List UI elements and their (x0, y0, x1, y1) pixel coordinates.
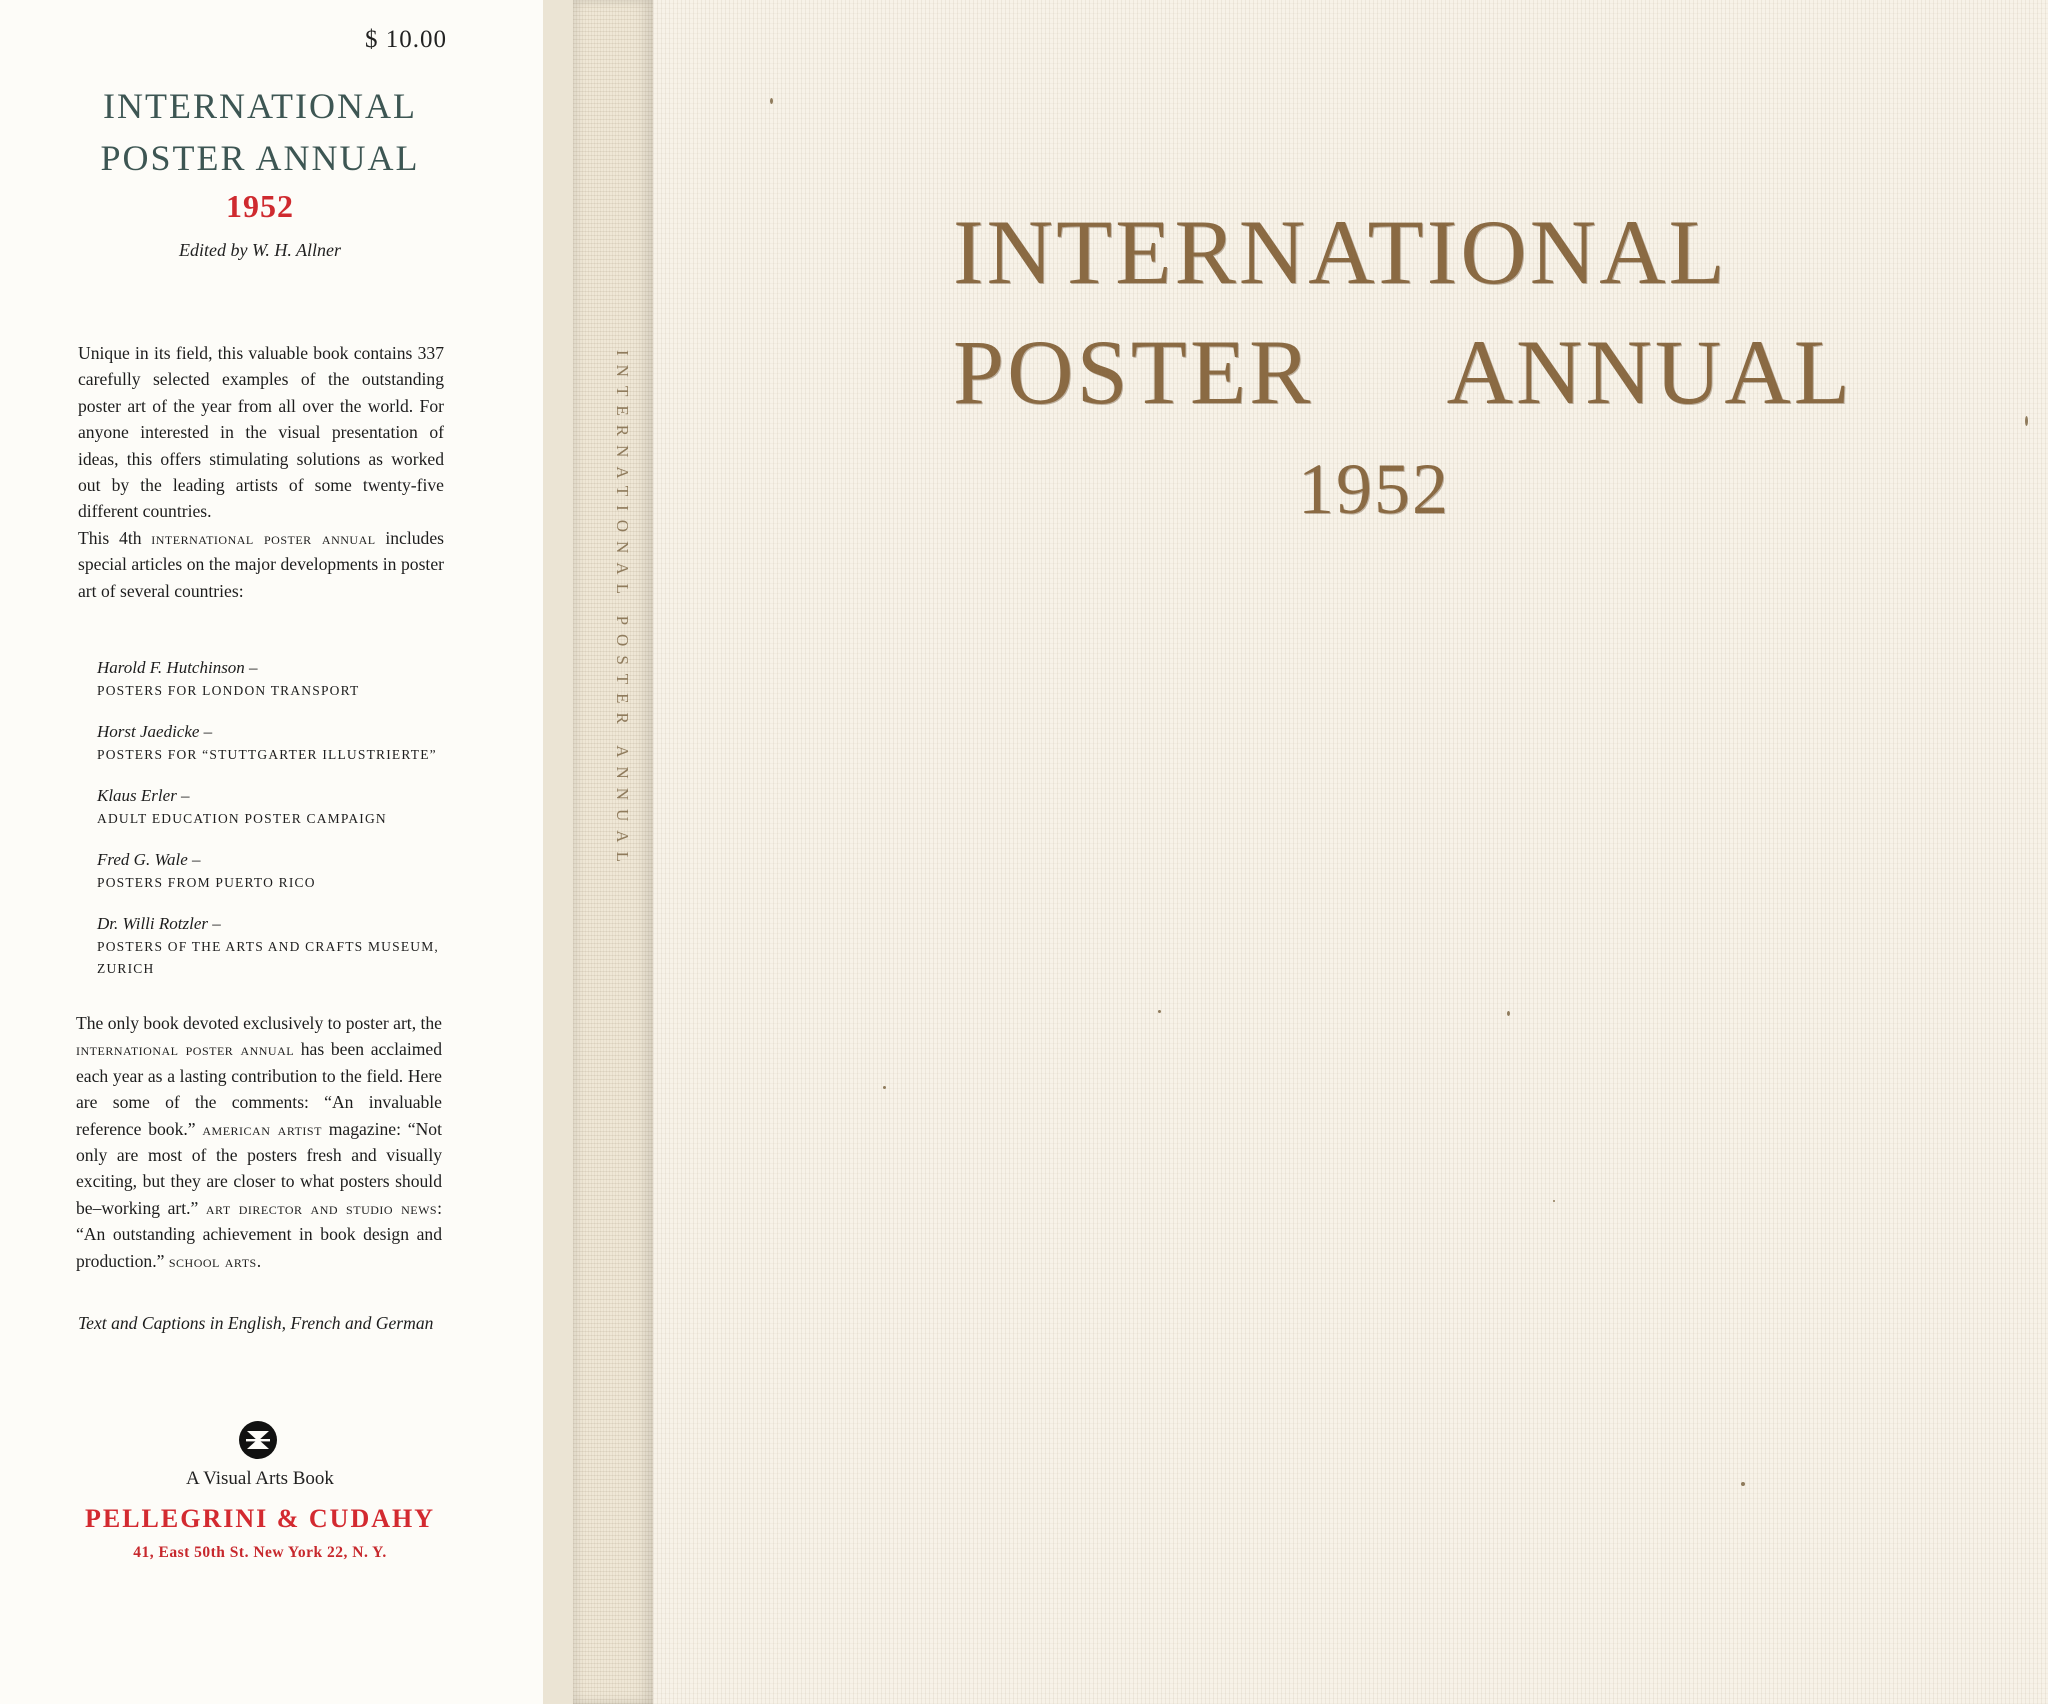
cloth-speck (1741, 1482, 1745, 1486)
praise-text-2: has been acclaimed each year as a lasting contribution to the field. Here are some of the comments: “An invaluable reference book.” (76, 1039, 442, 1139)
article-author: Dr. Willi Rotzler – (97, 914, 221, 933)
book-cover (653, 0, 2048, 1704)
article-item (97, 656, 457, 702)
praise-text-1: The only book devoted exclusively to poster art, the (76, 1013, 442, 1033)
flap-title (0, 80, 520, 184)
cloth-speck (1553, 1200, 1555, 1202)
imprint-line: A Visual Arts Book (186, 1468, 334, 1489)
intro-p2-smallcaps: international poster annual (151, 527, 376, 548)
cloth-speck (883, 1086, 886, 1089)
article-topic: POSTERS FOR LONDON TRANSPORT (97, 683, 360, 698)
flap-year: 1952 (226, 188, 294, 224)
praise-text-3: magazine: “Not only are most of the posters fresh and visually exciting, but they are closer to what posters should be–working art.” (76, 1118, 442, 1218)
article-item (97, 848, 457, 894)
article-topic: POSTERS OF THE ARTS AND CRAFTS MUSEUM, ZURICH (97, 939, 439, 976)
publisher-address: 41, East 50th St. New York 22, N. Y. (133, 1544, 387, 1561)
article-topic: POSTERS FOR “STUTTGARTER ILLUSTRIERTE” (97, 747, 437, 762)
article-list (97, 656, 457, 998)
praise-smallcaps-4: school arts. (168, 1250, 262, 1271)
flap-intro (78, 340, 444, 604)
article-author: Harold F. Hutchinson – (97, 658, 258, 677)
jacket-flap (0, 0, 543, 1704)
article-item (97, 912, 457, 980)
article-author: Fred G. Wale – (97, 850, 201, 869)
cover-title-line1: INTERNATIONAL (953, 201, 1728, 303)
languages-note: Text and Captions in English, French and German (78, 1313, 434, 1333)
cloth-speck (1158, 1010, 1161, 1013)
flap-editor: Edited by W. H. Allner (179, 240, 341, 260)
praise-smallcaps-2: american artist (202, 1118, 322, 1139)
article-author: Horst Jaedicke – (97, 722, 213, 741)
intro-p2-start: This 4th (78, 527, 142, 548)
publisher-name: PELLEGRINI & CUDAHY (84, 1504, 436, 1533)
cover-title-line2: POSTER ANNUAL (953, 321, 1853, 423)
praise-paragraph (76, 1010, 442, 1274)
article-topic: ADULT EDUCATION POSTER CAMPAIGN (97, 811, 387, 826)
spine-title-text: INTERNATIONAL POSTER ANNUAL (613, 350, 632, 871)
cloth-speck (2025, 416, 2028, 426)
cover-title (953, 192, 1853, 432)
flap-title-line1: INTERNATIONAL (103, 86, 417, 126)
praise-smallcaps-1: international poster annual (76, 1039, 295, 1060)
cloth-speck (1507, 1011, 1510, 1016)
flap-title-line2: POSTER ANNUAL (100, 138, 420, 178)
spine-title (596, 350, 632, 1050)
cloth-speck (770, 98, 773, 104)
article-topic: POSTERS FROM PUERTO RICO (97, 875, 316, 890)
price: $ 10.00 (365, 26, 447, 53)
intro-paragraph-1: Unique in its field, this valuable book contains 337 carefully selected examples of the outstanding poster art of the year from all over the world. For anyone interested in the visual presentation of ideas, this offers stimulating solutions as worked out by the leading artists of some twenty-five different countries. (78, 343, 444, 522)
article-item (97, 720, 457, 766)
article-item (97, 784, 457, 830)
cover-year: 1952 (1298, 449, 1450, 529)
intro-p2-end: includes special articles on the major developments in poster art of several countries: (78, 527, 444, 601)
article-author: Klaus Erler – (97, 786, 190, 805)
intro-paragraph-2 (78, 525, 444, 604)
praise-text-4: : “An outstanding achievement in book design and production.” (76, 1197, 442, 1271)
praise-smallcaps-3: art director and studio news (205, 1197, 438, 1218)
publisher-logo-icon (238, 1420, 278, 1460)
jacket-gap (543, 0, 573, 1704)
